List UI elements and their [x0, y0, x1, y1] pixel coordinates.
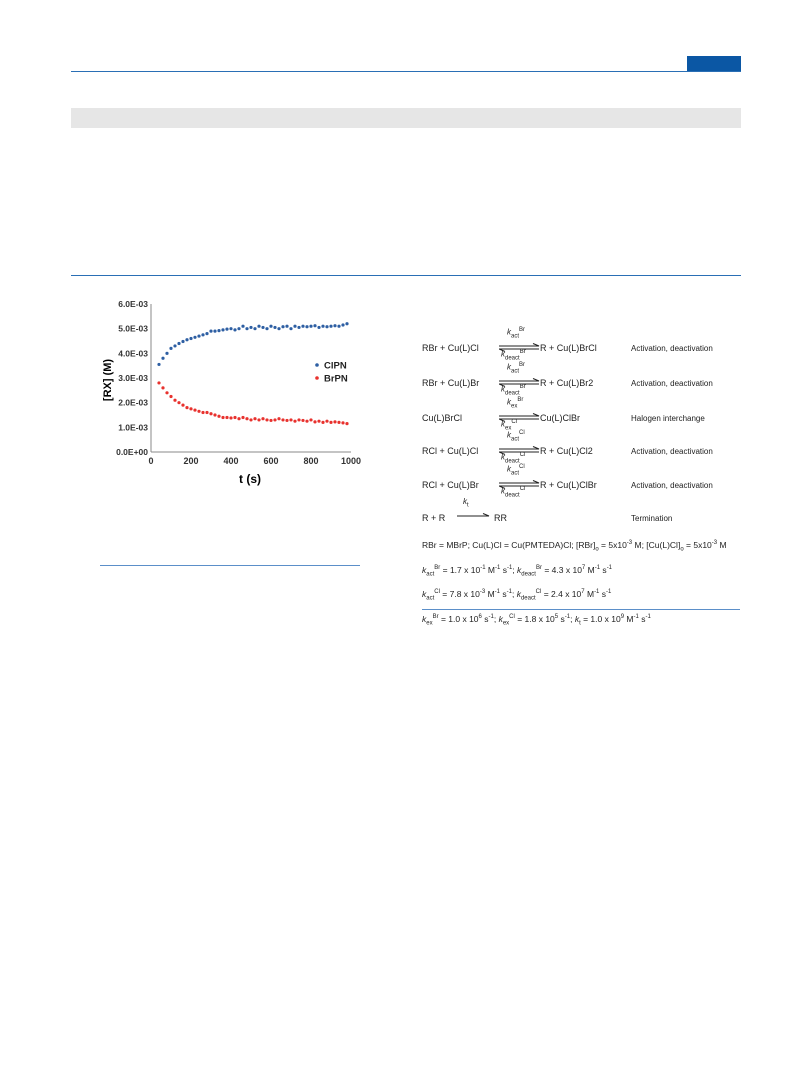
data-point [157, 381, 160, 384]
data-point [253, 417, 256, 420]
data-point [337, 325, 340, 328]
header-rule [71, 71, 741, 72]
data-point [317, 420, 320, 423]
reaction-description: Halogen interchange [631, 414, 705, 423]
data-point [173, 399, 176, 402]
data-point [213, 413, 216, 416]
data-point [169, 395, 172, 398]
data-point [237, 327, 240, 330]
data-point [265, 327, 268, 330]
data-point [333, 324, 336, 327]
reverse-rate-constant: $k_{deact}^{Br}$ [501, 384, 526, 397]
x-tick-label: 600 [263, 456, 279, 466]
data-point [325, 420, 328, 423]
data-point [193, 408, 196, 411]
data-point [181, 404, 184, 407]
data-point [341, 323, 344, 326]
x-tick-label: 400 [223, 456, 239, 466]
data-point [217, 415, 220, 418]
x-tick-label: 800 [303, 456, 319, 466]
data-point [165, 352, 168, 355]
data-point [165, 391, 168, 394]
data-point [197, 334, 200, 337]
data-point [161, 357, 164, 360]
data-point [313, 324, 316, 327]
header-tab [687, 56, 741, 71]
data-point [345, 422, 348, 425]
data-point [229, 416, 232, 419]
data-point [277, 417, 280, 420]
data-point [161, 386, 164, 389]
data-point [261, 326, 264, 329]
y-tick-label: 6.0E-03 [118, 299, 148, 309]
series-clpn [157, 322, 348, 366]
data-point [341, 421, 344, 424]
data-point [225, 416, 228, 419]
reaction-row [422, 327, 752, 364]
data-point [157, 363, 160, 366]
reverse-rate-constant: $k_{deact}^{Br}$ [501, 349, 526, 362]
data-point [205, 411, 208, 414]
y-tick-label: 4.0E-03 [118, 348, 148, 359]
data-point [325, 325, 328, 328]
data-point [329, 421, 332, 424]
chart-legend [315, 361, 348, 385]
data-point [249, 418, 252, 421]
left-caption-rule [100, 565, 360, 566]
data-point [297, 418, 300, 421]
forward-rate-constant: $k_{ex}^{Br}$ [507, 397, 524, 410]
products: RR [494, 513, 507, 523]
y-tick-label: 0.0E+00 [116, 447, 148, 457]
data-point [177, 342, 180, 345]
products: R + Cu(L)Br2 [540, 378, 594, 388]
reaction-row [422, 497, 752, 534]
data-point [253, 327, 256, 330]
reactants: R + R [422, 513, 446, 523]
products: R + Cu(L)Cl2 [540, 446, 593, 456]
data-point [301, 419, 304, 422]
data-point [213, 330, 216, 333]
data-point [189, 407, 192, 410]
products: Cu(L)ClBr [540, 413, 581, 423]
right-caption-rule [422, 609, 740, 610]
reaction-description: Activation, deactivation [631, 481, 713, 490]
series-brpn [157, 381, 348, 425]
legend-label: ClPN [324, 360, 347, 372]
x-axis-label: t (s) [239, 472, 261, 486]
data-point [293, 325, 296, 328]
data-point [209, 412, 212, 415]
data-point [305, 420, 308, 423]
data-point [201, 333, 204, 336]
data-point [297, 326, 300, 329]
data-point [265, 418, 268, 421]
x-tick-label: 1000 [340, 456, 362, 466]
data-point [313, 420, 316, 423]
y-tick-label: 2.0E-03 [118, 397, 148, 408]
forward-rate-constant: $k_t$ [463, 497, 469, 509]
data-point [185, 338, 188, 341]
legend-label: BrPN [324, 373, 348, 385]
reaction-description: Activation, deactivation [631, 379, 713, 388]
parameter-line: $k_{ex}^{Br} = 1.0$ x $10^6$ $s^{-1}$; $k_{ex}^{Cl} = 1.8$ x $10^5$ $s^{-1}$; $k_t = 1.0$ x $10^9$ $M^{-1}$ $s^{-1}$ [422, 613, 651, 627]
data-point [245, 417, 248, 420]
reactants: RBr + Cu(L)Cl [422, 343, 479, 353]
data-point [237, 417, 240, 420]
data-point [245, 327, 248, 330]
parameter-line: $k_{act}^{Br} = 1.7$ x $10^{-1}$ $M^{-1}$ $s^{-1}$; $k_{deact}^{Br} = 4.3$ x $10^7$ $M^{-1}$ $s^{-1}$ [422, 564, 613, 578]
data-point [309, 418, 312, 421]
data-point [321, 325, 324, 328]
reaction-description: Termination [631, 514, 673, 523]
data-point [185, 406, 188, 409]
data-point [261, 417, 264, 420]
reverse-rate-constant: $k_{deact}^{Cl}$ [501, 452, 526, 465]
legend-marker [315, 363, 319, 367]
data-point [269, 325, 272, 328]
data-point [201, 411, 204, 414]
data-point [277, 327, 280, 330]
data-point [285, 419, 288, 422]
x-tick-labels [148, 456, 361, 466]
data-point [169, 347, 172, 350]
data-point [301, 325, 304, 328]
data-point [217, 329, 220, 332]
data-point [329, 325, 332, 328]
data-point [333, 420, 336, 423]
y-tick-label: 1.0E-03 [118, 422, 148, 433]
reverse-rate-constant: $k_{ex}^{Cl}$ [501, 419, 518, 432]
legend-marker [315, 376, 319, 380]
reaction-row [422, 464, 752, 501]
data-point [229, 327, 232, 330]
rate-parameters [422, 534, 727, 632]
data-point [257, 325, 260, 328]
forward-rate-constant: $k_{act}^{Cl}$ [507, 464, 525, 477]
reactants: Cu(L)BrCl [422, 413, 463, 423]
parameter-line: $k_{act}^{Cl} = 7.8$ x $10^{-3}$ $M^{-1}$ $s^{-1}$; $k_{deact}^{Cl} = 2.4$ x $10^7$ $M^{-1}$ $s^{-1}$ [422, 588, 612, 602]
chart-points [157, 322, 348, 425]
data-point [189, 337, 192, 340]
y-tick-label: 3.0E-03 [118, 373, 148, 383]
data-point [173, 344, 176, 347]
parameter-line: RBr = MBrP; Cu(L)Cl = Cu(PMTEDA)Cl; $[RBr]_o = 5x10^{-3}$ M; $[Cu(L)Cl]_o = 5x10^{-3}$ M [422, 539, 727, 553]
data-point [233, 416, 236, 419]
section-bar [71, 108, 741, 128]
data-point [293, 420, 296, 423]
data-point [221, 328, 224, 331]
data-point [281, 325, 284, 328]
rx-vs-time-chart [95, 290, 365, 490]
y-axis-label: [RX] (M) [102, 358, 114, 402]
forward-rate-constant: $k_{act}^{Cl}$ [507, 430, 525, 443]
data-point [197, 410, 200, 413]
data-point [177, 401, 180, 404]
data-point [221, 416, 224, 419]
data-point [321, 421, 324, 424]
data-point [249, 326, 252, 329]
data-point [209, 330, 212, 333]
reaction-description: Activation, deactivation [631, 447, 713, 456]
reverse-rate-constant: $k_{deact}^{Cl}$ [501, 486, 526, 499]
data-point [193, 336, 196, 339]
reaction-row [422, 397, 752, 434]
forward-rate-constant: $k_{act}^{Br}$ [507, 327, 526, 340]
data-point [309, 325, 312, 328]
data-point [289, 327, 292, 330]
products: R + Cu(L)BrCl [540, 343, 597, 353]
data-point [289, 418, 292, 421]
data-point [305, 325, 308, 328]
data-point [225, 328, 228, 331]
data-point [241, 416, 244, 419]
section-rule [71, 275, 741, 276]
reactants: RCl + Cu(L)Cl [422, 446, 479, 456]
y-tick-label: 5.0E-03 [118, 323, 148, 334]
data-point [345, 322, 348, 325]
data-point [273, 326, 276, 329]
x-tick-label: 200 [183, 456, 199, 466]
y-tick-labels [116, 299, 148, 457]
reaction-description: Activation, deactivation [631, 344, 713, 353]
x-tick-label: 0 [148, 456, 154, 466]
data-point [285, 325, 288, 328]
data-point [317, 326, 320, 329]
reaction-scheme [422, 327, 752, 530]
products: R + Cu(L)ClBr [540, 480, 597, 490]
forward-rate-constant: $k_{act}^{Br}$ [507, 362, 526, 375]
data-point [337, 421, 340, 424]
reaction-row [422, 430, 752, 467]
data-point [233, 328, 236, 331]
data-point [273, 418, 276, 421]
data-point [257, 418, 260, 421]
data-point [205, 332, 208, 335]
reaction-row [422, 362, 752, 399]
data-point [281, 418, 284, 421]
data-point [181, 340, 184, 343]
reactants: RCl + Cu(L)Br [422, 480, 479, 490]
data-point [269, 419, 272, 422]
reactants: RBr + Cu(L)Br [422, 378, 480, 388]
data-point [241, 325, 244, 328]
